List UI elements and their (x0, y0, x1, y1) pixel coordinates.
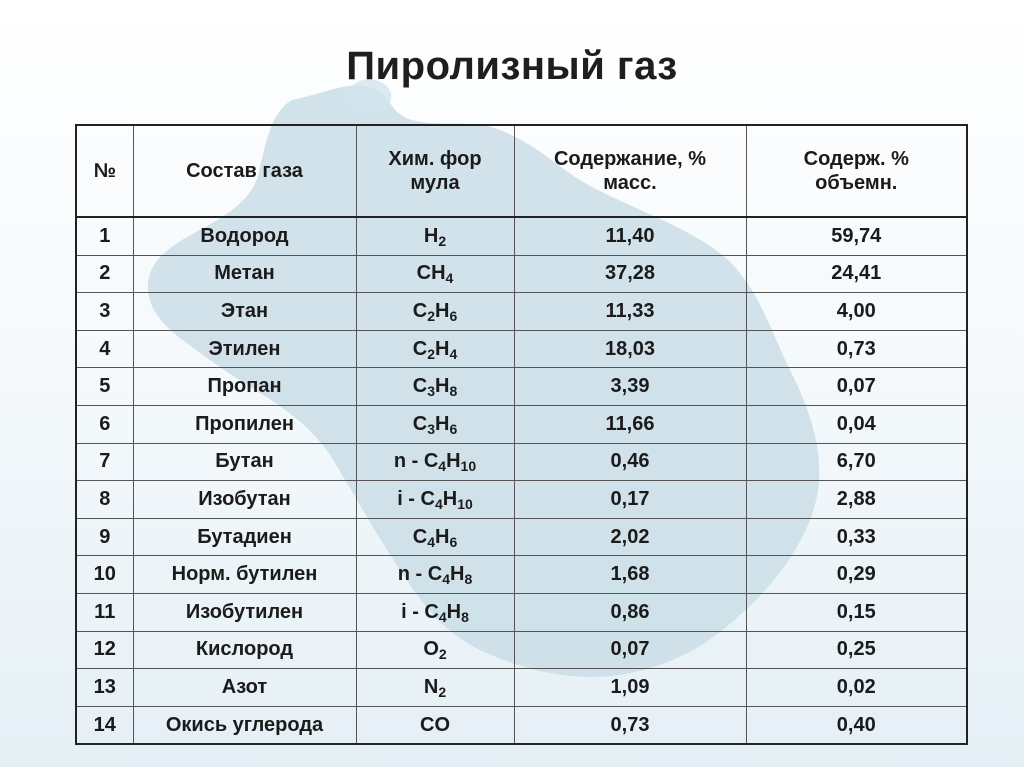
cell-formula: $CH_4$ (356, 255, 514, 293)
cell-mass-percent: 11,33 (514, 293, 746, 331)
cell-volume-percent: 0,04 (746, 405, 967, 443)
cell-gas-name: Норм. бутилен (133, 556, 356, 594)
cell-volume-percent: 0,40 (746, 706, 967, 744)
table-row (76, 255, 967, 293)
cell-number: 2 (76, 255, 133, 293)
cell-mass-percent: 0,46 (514, 443, 746, 481)
header-volume-content-label: Содерж. % объемн. (803, 148, 909, 194)
cell-gas-name: Окись углерода (133, 706, 356, 744)
cell-volume-percent: 0,73 (746, 330, 967, 368)
cell-number: 12 (76, 631, 133, 669)
cell-gas-name: Этилен (133, 330, 356, 368)
cell-volume-percent: 6,70 (746, 443, 967, 481)
cell-volume-percent: 0,07 (746, 368, 967, 406)
table-row (76, 556, 967, 594)
cell-mass-percent: 37,28 (514, 255, 746, 293)
cell-volume-percent: 4,00 (746, 293, 967, 331)
cell-formula: $N_2$ (356, 669, 514, 707)
cell-formula: $O_2$ (356, 631, 514, 669)
cell-formula: CO (356, 706, 514, 744)
pyrolysis-gas-table (75, 124, 968, 745)
cell-volume-percent: 0,15 (746, 593, 967, 631)
table-row (76, 706, 967, 744)
cell-formula: $C_2H_4$ (356, 330, 514, 368)
cell-mass-percent: 3,39 (514, 368, 746, 406)
cell-formula: i - $C_4H_{10}$ (356, 481, 514, 519)
table-header-row (76, 125, 967, 217)
cell-number: 7 (76, 443, 133, 481)
cell-volume-percent: 0,29 (746, 556, 967, 594)
cell-volume-percent: 59,74 (746, 217, 967, 255)
cell-gas-name: Изобутилен (133, 593, 356, 631)
header-chemical-formula-label: Хим. формула (388, 148, 482, 194)
cell-number: 9 (76, 518, 133, 556)
cell-mass-percent: 0,73 (514, 706, 746, 744)
cell-number: 4 (76, 330, 133, 368)
table-row (76, 481, 967, 519)
cell-number: 10 (76, 556, 133, 594)
table-row (76, 293, 967, 331)
cell-formula: i - $C_4H_8$ (356, 593, 514, 631)
cell-number: 8 (76, 481, 133, 519)
header-chemical-formula (356, 125, 514, 217)
cell-gas-name: Бутан (133, 443, 356, 481)
cell-number: 5 (76, 368, 133, 406)
cell-mass-percent: 1,09 (514, 669, 746, 707)
cell-number: 1 (76, 217, 133, 255)
table-row (76, 593, 967, 631)
header-mass-content-label: Содержание, % масс. (553, 148, 707, 194)
cell-gas-name: Изобутан (133, 481, 356, 519)
cell-gas-name: Азот (133, 669, 356, 707)
cell-volume-percent: 0,25 (746, 631, 967, 669)
cell-gas-name: Пропан (133, 368, 356, 406)
cell-volume-percent: 0,02 (746, 669, 967, 707)
cell-gas-name: Этан (133, 293, 356, 331)
cell-mass-percent: 2,02 (514, 518, 746, 556)
cell-gas-name: Пропилен (133, 405, 356, 443)
cell-volume-percent: 0,33 (746, 518, 967, 556)
cell-formula: $C_2H_6$ (356, 293, 514, 331)
cell-mass-percent: 0,07 (514, 631, 746, 669)
cell-gas-name: Бутадиен (133, 518, 356, 556)
cell-formula: $C_3H_6$ (356, 405, 514, 443)
cell-formula: n - $C_4H_{10}$ (356, 443, 514, 481)
cell-number: 14 (76, 706, 133, 744)
cell-number: 3 (76, 293, 133, 331)
cell-number: 6 (76, 405, 133, 443)
cell-gas-name: Водород (133, 217, 356, 255)
cell-gas-name: Метан (133, 255, 356, 293)
cell-volume-percent: 24,41 (746, 255, 967, 293)
table-row (76, 330, 967, 368)
cell-mass-percent: 11,66 (514, 405, 746, 443)
cell-number: 13 (76, 669, 133, 707)
cell-formula: $C_4H_6$ (356, 518, 514, 556)
table-row (76, 368, 967, 406)
cell-formula: $H_2$ (356, 217, 514, 255)
header-number: № (76, 125, 133, 217)
header-gas-composition: Состав газа (133, 125, 356, 217)
cell-volume-percent: 2,88 (746, 481, 967, 519)
header-volume-content (746, 125, 967, 217)
table-row (76, 631, 967, 669)
cell-mass-percent: 0,17 (514, 481, 746, 519)
cell-formula: $C_3H_8$ (356, 368, 514, 406)
table-row (76, 217, 967, 255)
cell-mass-percent: 18,03 (514, 330, 746, 368)
cell-mass-percent: 0,86 (514, 593, 746, 631)
table-row (76, 443, 967, 481)
cell-gas-name: Кислород (133, 631, 356, 669)
page-title: Пиролизный газ (346, 44, 678, 88)
cell-mass-percent: 1,68 (514, 556, 746, 594)
header-mass-content (514, 125, 746, 217)
table-row (76, 405, 967, 443)
cell-mass-percent: 11,40 (514, 217, 746, 255)
table-row (76, 518, 967, 556)
cell-number: 11 (76, 593, 133, 631)
cell-formula: n - $C_4H_8$ (356, 556, 514, 594)
table-row (76, 669, 967, 707)
table-body (76, 217, 967, 744)
